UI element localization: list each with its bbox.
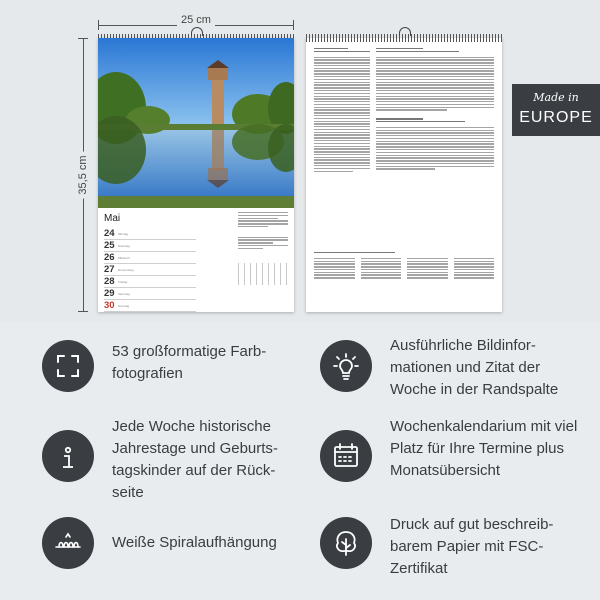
fsc-tree-icon bbox=[320, 517, 372, 569]
back-page-text-right bbox=[376, 48, 494, 171]
spiral-binding-icon bbox=[42, 517, 94, 569]
calendar-icon bbox=[320, 430, 372, 482]
calendar-day-row: 28 Freitag bbox=[104, 276, 196, 288]
photo-frame-icon bbox=[42, 340, 94, 392]
calendar-sidebar-text bbox=[238, 212, 288, 285]
calendar-front-page bbox=[98, 38, 294, 312]
feature-text: Ausführliche Bildinformationen und Zitat der Woche in der Randspalte bbox=[390, 337, 559, 398]
made-in-europe-badge bbox=[512, 84, 600, 136]
calendar-day-row: 29 Samstag bbox=[104, 288, 196, 300]
feature-text: Jede Woche historische Jahrestage und Geburtstagskinder auf der Rückseite bbox=[112, 418, 278, 501]
calendar-day-row: 26 Mittwoch bbox=[104, 252, 196, 264]
badge-line-2: EUROPE bbox=[519, 109, 593, 126]
feature-text: 53 großformatige Farbfotografien bbox=[112, 343, 267, 382]
calendar-day-row: 25 Dienstag bbox=[104, 240, 196, 252]
feature-text: Weiße Spiralaufhängung bbox=[112, 534, 277, 551]
hanging-hook bbox=[191, 27, 203, 36]
calendar-month: Mai bbox=[104, 213, 121, 224]
calendar-day-row: 27 Donnerstag bbox=[104, 264, 196, 276]
width-label: 25 cm bbox=[177, 14, 215, 26]
height-dimension bbox=[78, 38, 88, 312]
lightbulb-icon bbox=[320, 340, 372, 392]
calendar-photo bbox=[98, 38, 294, 208]
mini-month-calendar bbox=[238, 263, 288, 285]
calendar-back-page bbox=[306, 38, 502, 312]
hanging-hook bbox=[399, 27, 411, 36]
water-tower-photo bbox=[98, 38, 294, 208]
info-icon bbox=[42, 430, 94, 482]
height-label: 35,5 cm bbox=[77, 151, 89, 198]
calendar-day-row: 30 Sonntag bbox=[104, 300, 196, 312]
calendar-day-row: 24 Montag bbox=[104, 228, 196, 240]
back-page-text-left bbox=[314, 48, 370, 173]
feature-text: Wochenkalendarium mit viel Platz für Ihre Termine plus Monatsübersicht bbox=[390, 418, 578, 479]
feature-text: Druck auf gut beschreibbarem Papier mit FSC-Zertifikat bbox=[390, 516, 554, 577]
badge-line-1: Made in bbox=[533, 91, 579, 104]
back-page-birthdays-table bbox=[314, 252, 494, 304]
